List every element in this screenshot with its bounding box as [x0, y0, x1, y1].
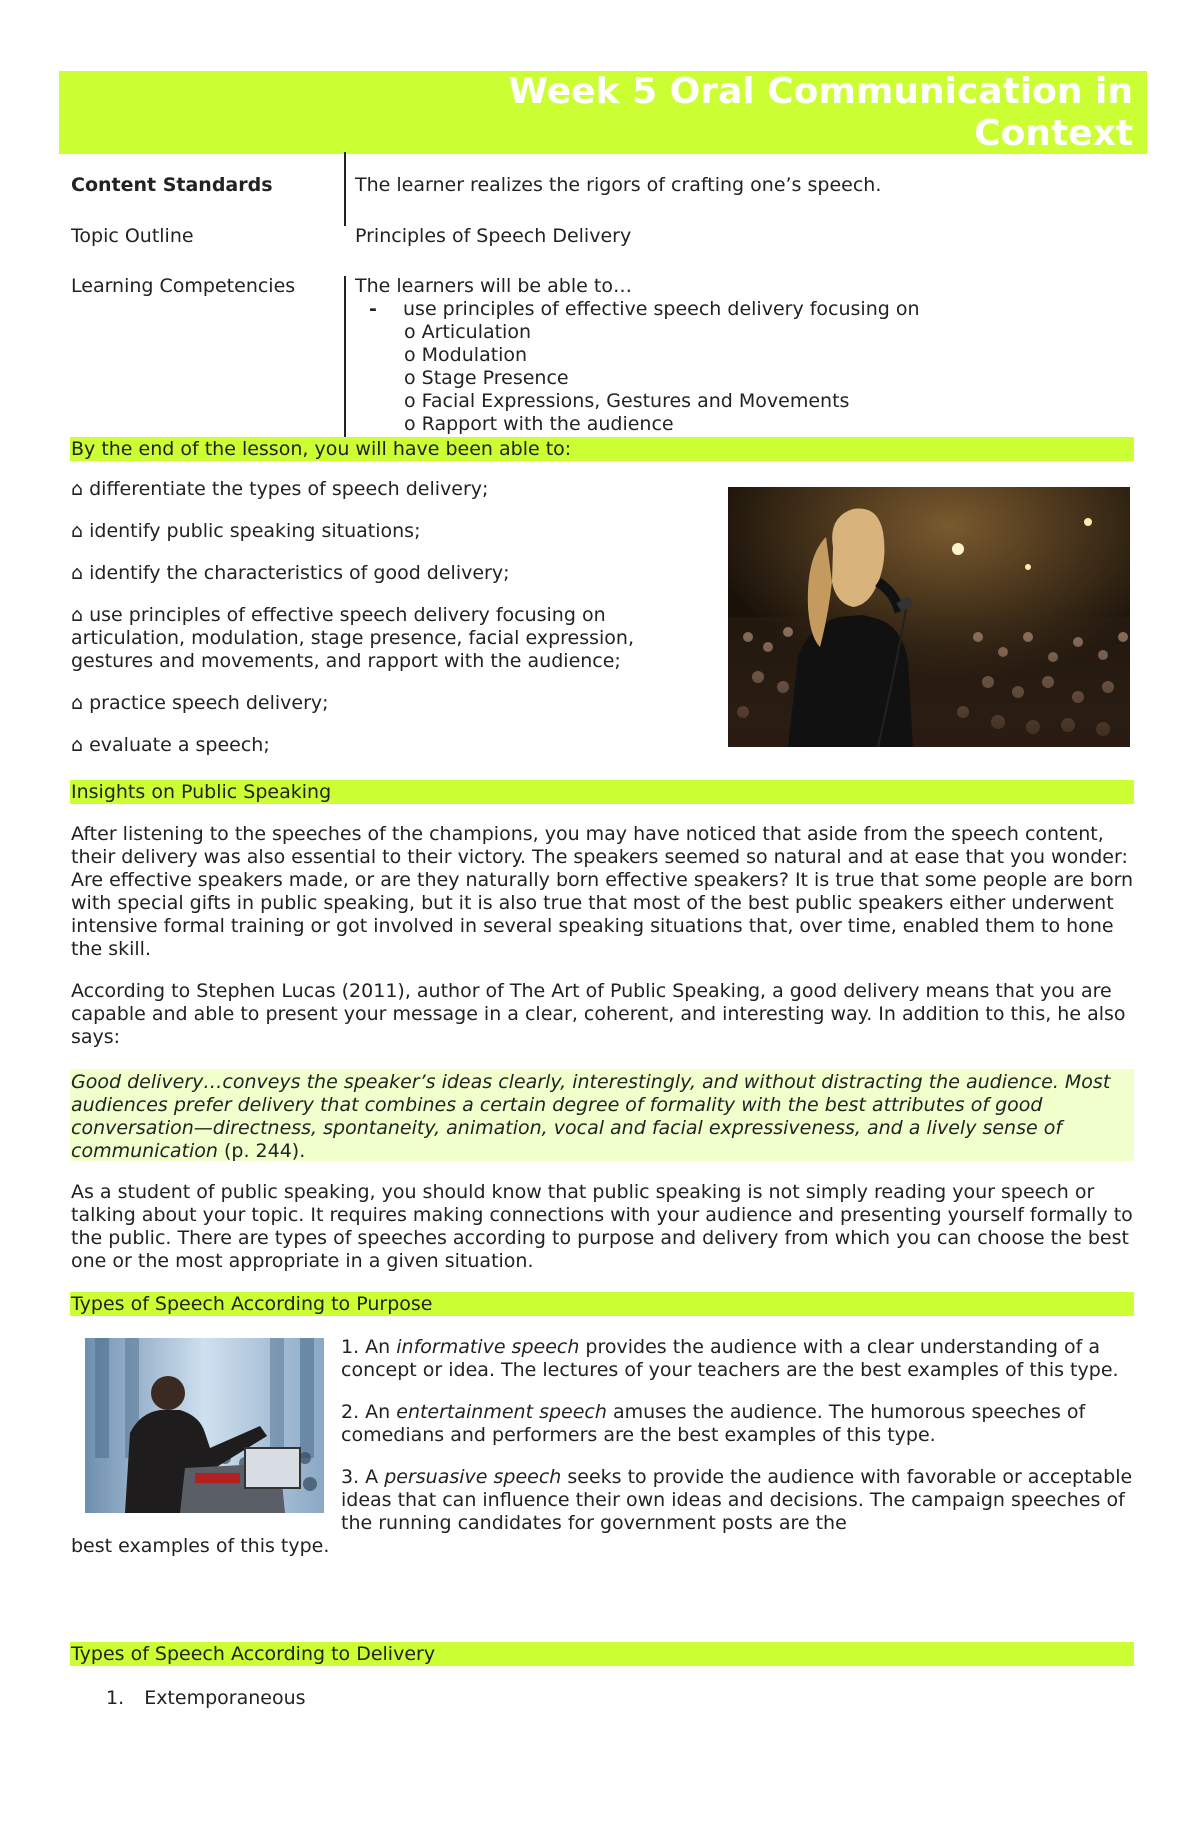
list-item: Extemporaneous — [144, 1687, 306, 1709]
topic-outline-label: Topic Outline — [71, 225, 194, 247]
insights-paragraph-3: As a student of public speaking, you should know that public speaking is not simply reading your speech or talking about your topic. It requires making connections with your audience and presenting yourself formally to the public. There are types of speeches according to purpose and delivery from which you can choose the best one or the most appropriate in a given situation. — [71, 1181, 1133, 1272]
objectives-list — [71, 478, 691, 776]
title-banner — [59, 71, 1147, 154]
delivery-types-list — [106, 1687, 306, 1710]
list-item: o Facial Expressions, Gestures and Movements — [404, 390, 850, 412]
quote-text: Good delivery…conveys the speaker’s ideas clearly, interestingly, and without distracting the audience. Most audiences prefer delivery that combines a certain degree of formality with the best attributes of good conversation—directness, spontaneity, animation, vocal and facial expressiveness, and a lively sense of communication — [71, 1071, 1111, 1162]
table-divider — [344, 152, 346, 226]
topic-outline-value: Principles of Speech Delivery — [355, 225, 632, 247]
table-divider — [344, 276, 346, 438]
list-item: 1. An informative speech provides the audience with a clear understanding of a concept or idea. The lectures of your teachers are the best examples of this type. — [341, 1336, 1119, 1381]
objectives-heading: By the end of the lesson, you will have been able to: — [70, 437, 1134, 461]
list-item: - use principles of effective speech delivery focusing on — [355, 298, 1135, 321]
page-title: Week 5 Oral Communication in Context — [508, 71, 1133, 154]
content-standards-value: The learner realizes the rigors of crafting one’s speech. — [355, 174, 882, 196]
learning-competencies-value: The learners will be able to… - use principles of effective speech delivery focusing on o Articulation o Modulation o Stage Presence o Facial Expressions, Gestures and Movements o Rapport with the audience — [355, 275, 1135, 436]
insights-heading: Insights on Public Speaking — [70, 780, 1134, 804]
insights-paragraph-1: After listening to the speeches of the champions, you may have noticed that aside from the speech content, their delivery was also essential to their victory. The speakers seemed so natural and at ease that you wonder: Are effective speakers made, or are they naturally born effective speakers? It is true that some people are born with special gifts in public speaking, but it is also true that most of the best public speakers either underwent intensive formal training or got involved in several speaking situations that, over time, enabled them to hone the skill. — [71, 823, 1134, 960]
list-item-continuation: best examples of this type. — [71, 1535, 330, 1557]
quote-citation: (p. 244). — [217, 1140, 306, 1162]
list-item: ⌂ identify the characteristics of good delivery; — [71, 562, 510, 584]
list-item: o Rapport with the audience — [404, 413, 674, 435]
list-item: ⌂ identify public speaking situations; — [71, 520, 421, 542]
list-item-number: 1. — [106, 1687, 125, 1709]
list-item: 3. A persuasive speech seeks to provide the audience with favorable or acceptable ideas that can influence their own ideas and decisions. The campaign speeches of the running candidates for government posts are the — [341, 1466, 1133, 1534]
content-standards-label: Content Standards — [71, 174, 273, 196]
learning-competencies-label: Learning Competencies — [71, 275, 296, 297]
insights-paragraph-2: According to Stephen Lucas (2011), author of The Art of Public Speaking, a good delivery means that you are capable and able to present your message in a clear, coherent, and interesting way. In addition to this, he also says: — [71, 980, 1126, 1048]
list-item: ⌂ practice speech delivery; — [71, 692, 329, 714]
competencies-list — [355, 298, 1135, 436]
list-item: ⌂ use principles of effective speech delivery focusing on articulation, modulation, stage presence, facial expression, gestures and movements, and rapport with the audience; — [71, 604, 635, 672]
lucas-quote — [70, 1069, 1134, 1161]
list-item: ⌂ differentiate the types of speech delivery; — [71, 478, 489, 500]
list-item: ⌂ evaluate a speech; — [71, 734, 270, 756]
list-item: o Stage Presence — [404, 367, 569, 389]
purpose-types-list — [71, 1336, 1136, 1558]
delivery-heading: Types of Speech According to Delivery — [70, 1642, 1134, 1666]
purpose-heading: Types of Speech According to Purpose — [70, 1292, 1134, 1316]
list-item: o Modulation — [404, 344, 528, 366]
woman-speaker-photo — [728, 487, 1130, 747]
list-item: o Articulation — [404, 321, 532, 343]
list-item: 2. An entertainment speech amuses the audience. The humorous speeches of comedians and performers are the best examples of this type. — [341, 1401, 1086, 1446]
